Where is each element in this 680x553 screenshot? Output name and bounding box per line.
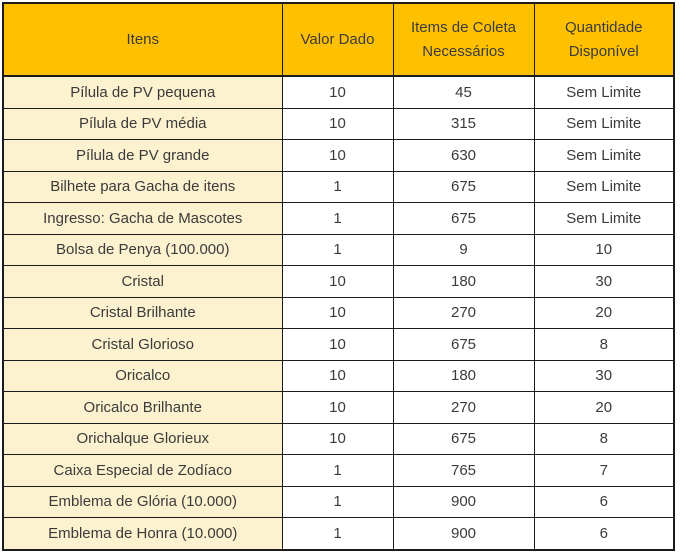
cell-item: Oricalco [3,360,282,392]
table-row [3,297,674,329]
table-row [3,518,674,550]
cell-quantidade: 20 [534,297,674,329]
table-row [3,234,674,266]
table-row [3,171,674,203]
cell-coleta: 675 [393,329,534,361]
cell-coleta: 900 [393,518,534,550]
cell-item: Emblema de Glória (10.000) [3,486,282,518]
cell-item: Bilhete para Gacha de itens [3,171,282,203]
cell-quantidade: 20 [534,392,674,424]
cell-item: Emblema de Honra (10.000) [3,518,282,550]
cell-valor: 10 [282,266,393,298]
cell-valor: 1 [282,171,393,203]
cell-valor: 10 [282,329,393,361]
cell-coleta: 630 [393,140,534,172]
cell-item: Ingresso: Gacha de Mascotes [3,203,282,235]
cell-quantidade: 30 [534,360,674,392]
cell-coleta: 180 [393,266,534,298]
header-row [3,3,674,76]
cell-quantidade: 6 [534,518,674,550]
cell-quantidade: Sem Limite [534,76,674,108]
table-row [3,76,674,108]
cell-valor: 1 [282,518,393,550]
cell-valor: 1 [282,486,393,518]
cell-coleta: 315 [393,108,534,140]
column-header-itens: Itens [3,3,282,76]
cell-coleta: 9 [393,234,534,266]
cell-quantidade: 6 [534,486,674,518]
items-exchange-table [2,2,675,551]
cell-quantidade: 8 [534,329,674,361]
cell-item: Oricalco Brilhante [3,392,282,424]
cell-coleta: 765 [393,455,534,487]
cell-quantidade: Sem Limite [534,140,674,172]
cell-valor: 1 [282,455,393,487]
column-header-quantidade: Quantidade Disponível [534,3,674,76]
cell-quantidade: 10 [534,234,674,266]
table-row [3,203,674,235]
cell-item: Cristal Brilhante [3,297,282,329]
table-row [3,360,674,392]
cell-quantidade: 8 [534,423,674,455]
table-row [3,392,674,424]
cell-quantidade: Sem Limite [534,108,674,140]
table-row [3,266,674,298]
cell-coleta: 675 [393,203,534,235]
cell-valor: 10 [282,423,393,455]
cell-valor: 1 [282,234,393,266]
cell-item: Cristal Glorioso [3,329,282,361]
table-row [3,140,674,172]
cell-quantidade: Sem Limite [534,171,674,203]
cell-quantidade: 30 [534,266,674,298]
table-body [3,76,674,550]
table-row [3,486,674,518]
cell-valor: 10 [282,360,393,392]
cell-coleta: 270 [393,297,534,329]
cell-item: Caixa Especial de Zodíaco [3,455,282,487]
cell-coleta: 270 [393,392,534,424]
table-header [3,3,674,76]
cell-quantidade: Sem Limite [534,203,674,235]
cell-coleta: 45 [393,76,534,108]
cell-coleta: 675 [393,171,534,203]
table-row [3,108,674,140]
cell-coleta: 675 [393,423,534,455]
cell-item: Bolsa de Penya (100.000) [3,234,282,266]
cell-item: Cristal [3,266,282,298]
column-header-valor-dado: Valor Dado [282,3,393,76]
cell-item: Pílula de PV pequena [3,76,282,108]
cell-valor: 10 [282,76,393,108]
cell-valor: 1 [282,203,393,235]
table-row [3,329,674,361]
cell-item: Pílula de PV média [3,108,282,140]
cell-valor: 10 [282,108,393,140]
cell-valor: 10 [282,392,393,424]
cell-valor: 10 [282,140,393,172]
cell-coleta: 900 [393,486,534,518]
cell-quantidade: 7 [534,455,674,487]
cell-valor: 10 [282,297,393,329]
cell-item: Orichalque Glorieux [3,423,282,455]
table-row [3,423,674,455]
table-row [3,455,674,487]
column-header-coleta: Items de Coleta Necessários [393,3,534,76]
cell-item: Pílula de PV grande [3,140,282,172]
cell-coleta: 180 [393,360,534,392]
